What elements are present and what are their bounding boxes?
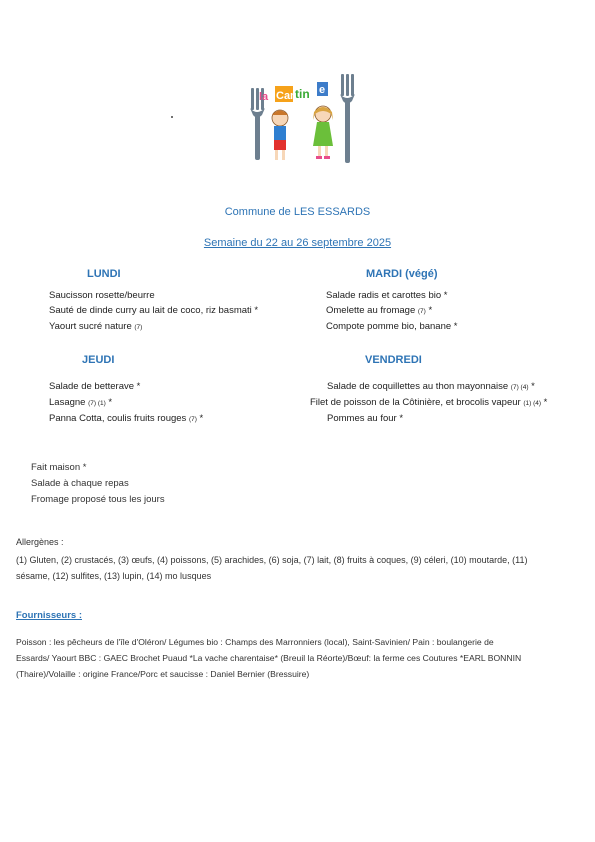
jeudi-item-3: Panna Cotta, coulis fruits rouges (7) * — [49, 413, 204, 424]
note-salade: Salade à chaque repas — [31, 478, 129, 489]
logo-text-can: Can — [276, 90, 297, 102]
lundi-item-2: Sauté de dinde curry au lait de coco, riz basmati * — [49, 305, 259, 316]
lundi-item-1: Saucisson rosette/beurre — [49, 290, 155, 301]
fournisseurs-line-2: Essards/ Yaourt BBC : GAEC Brochet Puaud *La vache charentaise* (Breuil la Réorte)/Bœuf: la ferme ces Coutures *EARL BONNIN — [16, 653, 522, 663]
jeudi-item-2: Lasagne (7) (1) * — [49, 397, 113, 408]
logo-text-la: la — [259, 91, 269, 103]
allergen-codes: (7) — [134, 324, 143, 331]
allergen-codes: (7) (1) — [88, 400, 106, 407]
la-cantine-logo — [245, 68, 357, 173]
vendredi-item-3: Pommes au four * — [327, 413, 404, 424]
day-title-jeudi: JEUDI — [82, 354, 115, 366]
allergen-codes: (7) — [188, 416, 197, 423]
day-title-vendredi: VENDREDI — [365, 354, 422, 366]
mardi-item-2: Omelette au fromage (7) * — [326, 305, 433, 316]
week-title: Semaine du 22 au 26 septembre 2025 — [203, 237, 392, 249]
day-title-lundi: LUNDI — [87, 268, 121, 280]
logo-text-e: e — [319, 84, 326, 96]
allergen-codes: (7) — [417, 308, 426, 315]
note-fait-maison: Fait maison * — [31, 462, 87, 473]
allergenes-title: Allergènes : — [16, 537, 64, 547]
commune-title: Commune de LES ESSARDS — [224, 206, 371, 218]
allergenes-line-2: sésame, (12) sulfites, (13) lupin, (14) mo lusques — [16, 571, 212, 581]
mardi-item-1: Salade radis et carottes bio * — [326, 290, 448, 301]
logo-text-tin: tin — [295, 87, 310, 101]
jeudi-item-1: Salade de betterave * — [49, 381, 141, 392]
day-title-mardi: MARDI (végé) — [366, 268, 438, 280]
fournisseurs-title: Fournisseurs : — [16, 610, 82, 621]
allergenes-line-1: (1) Gluten, (2) crustacés, (3) œufs, (4) poissons, (5) arachides, (6) soja, (7) lait, (8) fruits à coques, (9) céleri, (10) moutarde, (11) — [16, 555, 528, 565]
allergen-codes: (7) (4) — [510, 384, 529, 391]
lundi-item-3: Yaourt sucré nature (7) — [49, 321, 143, 332]
mardi-item-3: Compote pomme bio, banane * — [326, 321, 458, 332]
note-fromage: Fromage proposé tous les jours — [31, 494, 165, 505]
fournisseurs-line-3: (Thaire)/Volaille : origine France/Porc et saucisse : Daniel Bernier (Bressuire) — [16, 669, 310, 679]
stray-mark — [171, 116, 173, 118]
allergen-codes: (1) (4) — [523, 400, 542, 407]
vendredi-item-1: Salade de coquillettes au thon mayonnaise (7) (4) * — [327, 381, 535, 392]
fournisseurs-line-1: Poisson : les pêcheurs de l'île d'Oléron/ Légumes bio : Champs des Marronniers (local), Saint-Savinien/ Pain : boulangerie de — [16, 637, 494, 647]
vendredi-item-2: Filet de poisson de la Côtinière, et brocolis vapeur (1) (4) * — [310, 397, 548, 408]
